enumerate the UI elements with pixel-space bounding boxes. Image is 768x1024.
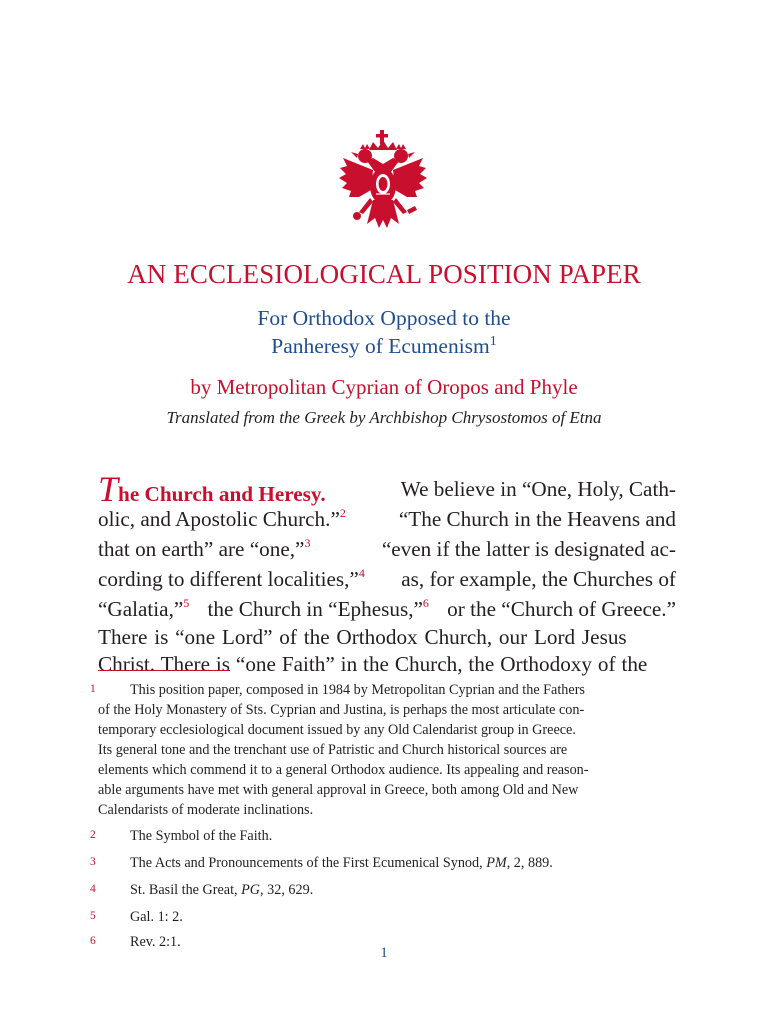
footnote-4-text bbox=[130, 880, 313, 901]
body-line-1 bbox=[98, 469, 676, 509]
footnote-3-text bbox=[130, 853, 553, 874]
body-line-4-a bbox=[98, 563, 365, 595]
footnote-4-text-b: , 32, 629. bbox=[260, 882, 314, 898]
body-line-6: There is “one Lord” of the Orthodox Church, our Lord Jesus bbox=[98, 625, 627, 649]
body-line-1-text: We believe in “One, Holy, Cath- bbox=[400, 477, 676, 501]
footnote-2-text: The Symbol of the Faith. bbox=[130, 828, 273, 844]
footnote-3-abbrev: PM bbox=[486, 855, 507, 871]
body-text-5c: or the “Church of Greece.” bbox=[447, 597, 676, 621]
footnote-ref-3: 3 bbox=[304, 536, 311, 550]
body-line-2-a bbox=[98, 503, 346, 535]
byline: by Metropolitan Cyprian of Oropos and Phyle bbox=[190, 375, 578, 399]
body-text-2a: olic, and Apostolic Church.” bbox=[98, 507, 340, 531]
footnote-5-number: 5 bbox=[90, 910, 96, 922]
footnote-1-line-3: temporary ecclesiological document issued by any Old Calendarist group in Greece. bbox=[98, 722, 576, 738]
footnote-1-line-4: Its general tone and the trenchant use of Patristic and Church historical sources are bbox=[98, 742, 568, 758]
body-text-4a: cording to different localities,” bbox=[98, 567, 359, 591]
footnote-ref-1: 1 bbox=[489, 334, 497, 349]
footnote-6-number: 6 bbox=[90, 935, 96, 947]
footnote-4-abbrev: PG bbox=[241, 882, 261, 898]
footnote-1-line-7: Calendarists of moderate inclinations. bbox=[98, 802, 314, 818]
footnote-4-text-a: St. Basil the Great, bbox=[130, 882, 242, 898]
body-text-3a: that on earth” are “one,” bbox=[98, 537, 305, 561]
footnote-2-number: 2 bbox=[90, 829, 96, 841]
footnote-ref-4: 4 bbox=[358, 566, 365, 580]
body-text-5b: the Church in “Ephesus,” bbox=[207, 597, 423, 621]
translator-credit: Translated from the Greek by Archbishop Chrysostomos of Etna bbox=[166, 408, 602, 427]
body-line-7: Christ. There is “one Faith” in the Church, the Orthodoxy of the bbox=[98, 652, 648, 676]
body-line-4 bbox=[98, 563, 676, 595]
body-line-2 bbox=[98, 503, 676, 535]
body-text-3b: “even if the latter is designated ac- bbox=[381, 537, 676, 561]
page-number: 1 bbox=[380, 945, 388, 961]
subtitle-line-2 bbox=[0, 333, 768, 363]
footnote-1-number: 1 bbox=[90, 683, 96, 695]
footnote-4-number: 4 bbox=[90, 883, 96, 895]
footnote-3-text-b: , 2, 889. bbox=[506, 855, 553, 871]
footnote-separator bbox=[98, 670, 230, 671]
footnote-6-text: Rev. 2:1. bbox=[130, 934, 181, 950]
footnote-1-line-5: elements which commend it to a general Orthodox audience. Its appealing and reason- bbox=[98, 762, 589, 778]
footnote-3-number: 3 bbox=[90, 856, 96, 868]
section-heading: he Church and Heresy. bbox=[118, 482, 326, 506]
footnote-5-text: Gal. 1: 2. bbox=[130, 909, 183, 925]
document-title: AN ECCLESIOLOGICAL POSITION PAPER bbox=[127, 259, 641, 289]
body-text-5a: “Galatia,” bbox=[98, 597, 184, 621]
body-text-4b: as, for example, the Churches of bbox=[401, 567, 676, 591]
footnote-1-line-6: able arguments have met with general approval in Greece, both among Old and New bbox=[98, 782, 579, 798]
footnote-ref-5: 5 bbox=[183, 596, 190, 610]
double-headed-eagle-icon bbox=[337, 128, 429, 232]
footnote-3-text-a: The Acts and Pronouncements of the First Ecumenical Synod, bbox=[130, 855, 487, 871]
footnote-1-line-1: This position paper, composed in 1984 by Metropolitan Cyprian and the Fathers bbox=[130, 682, 585, 698]
body-line-3-a bbox=[98, 533, 310, 565]
heading-segment bbox=[98, 469, 326, 509]
subtitle-line-2-text: Panheresy of Ecumenism bbox=[271, 334, 490, 358]
footnote-1-line-2: of the Holy Monastery of Sts. Cyprian and Justina, is perhaps the most articulate con- bbox=[98, 702, 585, 718]
drop-cap: T bbox=[98, 469, 119, 509]
footnote-ref-6: 6 bbox=[422, 596, 429, 610]
body-line-3 bbox=[98, 533, 676, 565]
footnote-ref-2: 2 bbox=[339, 506, 346, 520]
subtitle-line-1: For Orthodox Opposed to the bbox=[257, 306, 511, 330]
body-text-2b: “The Church in the Heavens and bbox=[398, 507, 676, 531]
